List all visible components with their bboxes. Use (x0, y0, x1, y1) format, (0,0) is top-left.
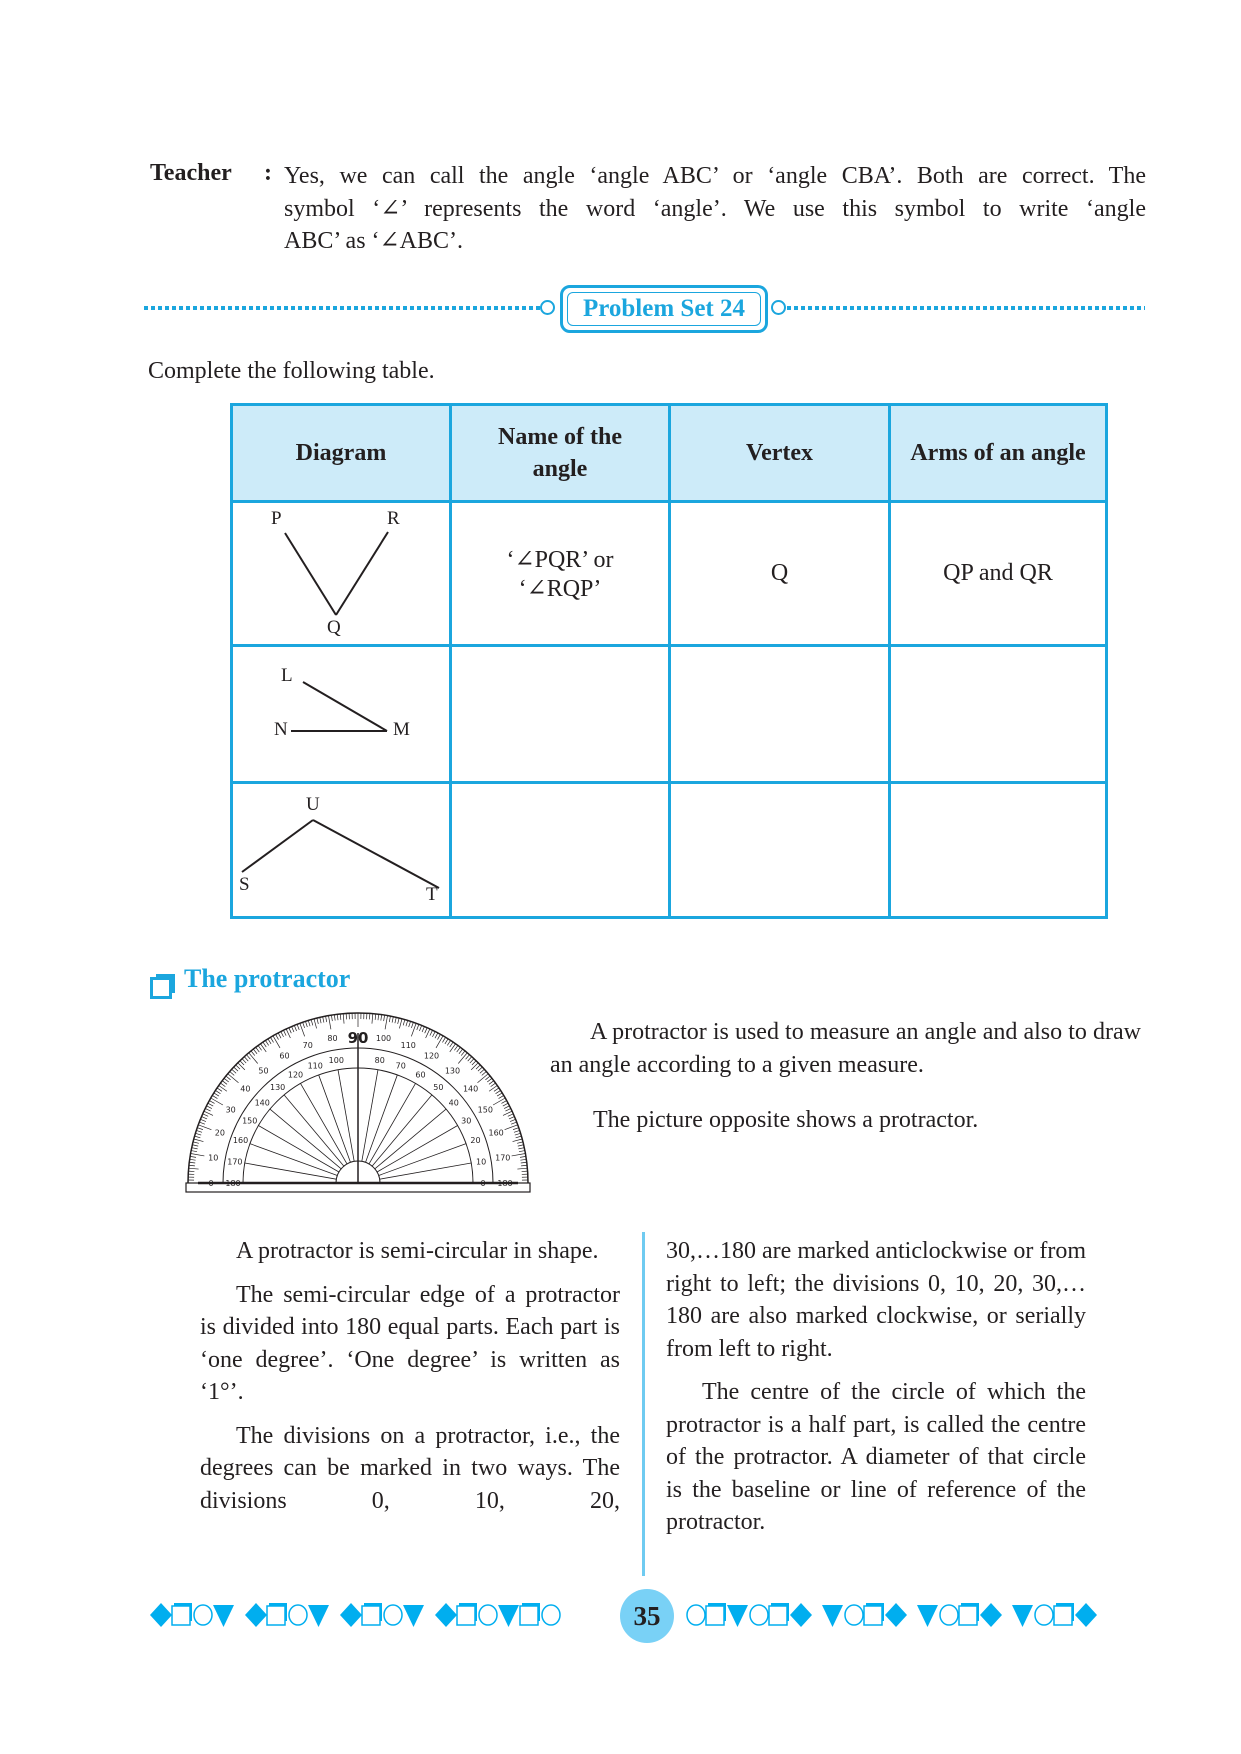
table-row (232, 783, 1107, 918)
svg-text:20: 20 (214, 1128, 225, 1138)
problem-set-banner (560, 285, 768, 333)
svg-text:40: 40 (448, 1098, 459, 1108)
svg-text:180: 180 (497, 1179, 513, 1188)
svg-text:120: 120 (287, 1070, 304, 1080)
paragraph: The centre of the circle of which the protractor is a half part, is called the centre of the protractor. A diameter of that circle is the baseline or line of reference of the protractor. (666, 1379, 1086, 1535)
page-number: 35 (620, 1589, 674, 1643)
point-label: N (274, 719, 288, 740)
dialogue-line: symbol ‘∠’ represents the word ‘angle’. We use this symbol to write ‘angle (284, 195, 1146, 222)
problem-set-title: Problem Set 24 (567, 292, 761, 326)
svg-text:10: 10 (476, 1157, 487, 1167)
paragraph: A protractor is semi-circular in shape. (236, 1238, 599, 1264)
svg-text:70: 70 (302, 1040, 313, 1050)
angle-name-cell[interactable] (451, 783, 670, 918)
svg-text:170: 170 (495, 1153, 511, 1163)
paragraph: The semi-circular edge of a protractor is divided into 180 equal parts. Each part is ‘one degree’. ‘One degree’ is written as ‘1°’. (200, 1281, 620, 1405)
svg-text:100: 100 (328, 1055, 344, 1065)
point-label: L (281, 665, 293, 686)
svg-text:10: 10 (208, 1153, 219, 1163)
footer-shapes-left (148, 1600, 608, 1630)
svg-text:160: 160 (488, 1128, 504, 1138)
svg-text:150: 150 (242, 1116, 258, 1126)
svg-text:80: 80 (327, 1034, 338, 1044)
angle-name-cell[interactable] (451, 646, 670, 783)
paragraph: 30,…180 are marked anticlockwise or from right to left; the divisions 0, 10, 20, 30,…180 are also marked clockwise, or serially from left to right. (666, 1238, 1086, 1362)
footer-shapes-right (684, 1600, 1144, 1630)
svg-text:110: 110 (400, 1040, 416, 1050)
table-row (232, 502, 1107, 646)
right-text-column (666, 1235, 1086, 1550)
angle-name-line: ‘∠PQR’ or (506, 546, 614, 573)
paragraph: The divisions on a protractor, i.e., the degrees can be marked in two ways. The divisions 0, 10, 20, (200, 1422, 620, 1514)
vertex-cell[interactable] (670, 646, 890, 783)
header-diagram: Diagram (232, 405, 451, 502)
svg-text:100: 100 (375, 1034, 392, 1044)
section-title: The protractor (184, 964, 351, 993)
teacher-dialogue (284, 160, 1146, 258)
dialogue-line: Yes, we can call the angle ‘angle ABC’ or ‘angle CBA’. Both are correct. The (284, 163, 1146, 189)
svg-text:120: 120 (423, 1051, 440, 1061)
svg-text:130: 130 (270, 1083, 286, 1093)
vertex-cell[interactable]: Q (670, 502, 890, 646)
header-arms: Arms of an angle (890, 405, 1107, 502)
left-text-column (200, 1235, 620, 1528)
svg-text:0: 0 (480, 1179, 486, 1188)
point-label: R (387, 508, 400, 529)
diagram-cell-lmn (232, 646, 451, 783)
point-label: M (393, 719, 410, 740)
angle-name-line: ‘∠RQP’ (518, 575, 602, 602)
protractor-image (180, 1008, 536, 1200)
diagram-cell-pqr (232, 502, 451, 646)
arms-cell[interactable]: QP and QR (890, 502, 1107, 646)
svg-text:180: 180 (225, 1179, 241, 1188)
dotted-divider-left (144, 306, 542, 310)
svg-text:20: 20 (470, 1136, 481, 1146)
dotted-divider-right (787, 306, 1145, 310)
svg-text:0: 0 (208, 1179, 214, 1188)
point-label: P (271, 508, 282, 529)
intro-paragraph: A protractor is used to measure an angle and also to draw an angle according to a given measure. (550, 1019, 1141, 1078)
angle-name-cell[interactable] (451, 502, 670, 646)
banner-ring-right-icon (771, 300, 786, 315)
svg-text:30: 30 (461, 1116, 472, 1126)
svg-text:160: 160 (232, 1136, 249, 1146)
point-label: U (306, 794, 320, 815)
svg-text:150: 150 (477, 1105, 493, 1115)
angle-pqr-diagram (233, 503, 452, 644)
svg-text:60: 60 (415, 1070, 426, 1080)
svg-text:90: 90 (347, 1029, 369, 1047)
column-divider (642, 1232, 645, 1576)
diagram-cell-stu (232, 783, 451, 918)
svg-text:170: 170 (227, 1157, 243, 1167)
point-label: Q (327, 617, 341, 638)
arms-cell[interactable] (890, 783, 1107, 918)
table-header-row (232, 405, 1107, 502)
header-vertex: Vertex (670, 405, 890, 502)
speaker-colon: : (264, 160, 272, 186)
svg-text:50: 50 (433, 1083, 444, 1093)
arms-cell[interactable] (890, 646, 1107, 783)
speaker-label: Teacher (150, 160, 232, 186)
angle-stu-diagram (233, 784, 452, 916)
table-row (232, 646, 1107, 783)
svg-text:60: 60 (279, 1051, 290, 1061)
protractor-intro (551, 1016, 1141, 1159)
dialogue-line: ABC’ as ‘∠ABC’. (284, 228, 463, 254)
svg-text:130: 130 (444, 1066, 461, 1076)
section-square-icon (150, 977, 172, 999)
svg-text:140: 140 (462, 1084, 479, 1094)
svg-text:30: 30 (225, 1105, 236, 1115)
svg-text:140: 140 (254, 1098, 270, 1108)
svg-text:80: 80 (374, 1055, 385, 1065)
instruction-text: Complete the following table. (148, 358, 435, 384)
point-label: S (239, 874, 250, 895)
angle-table (230, 403, 1108, 919)
vertex-cell[interactable] (670, 783, 890, 918)
svg-text:50: 50 (258, 1066, 269, 1076)
banner-ring-left-icon (540, 300, 555, 315)
angle-lmn-diagram (233, 647, 452, 781)
svg-text:70: 70 (395, 1061, 406, 1071)
svg-text:110: 110 (307, 1061, 323, 1071)
point-label: T (426, 884, 438, 905)
svg-text:40: 40 (240, 1084, 251, 1094)
header-angle-name: Name of the angle (451, 405, 670, 502)
intro-paragraph: The picture opposite shows a protractor. (593, 1107, 979, 1133)
